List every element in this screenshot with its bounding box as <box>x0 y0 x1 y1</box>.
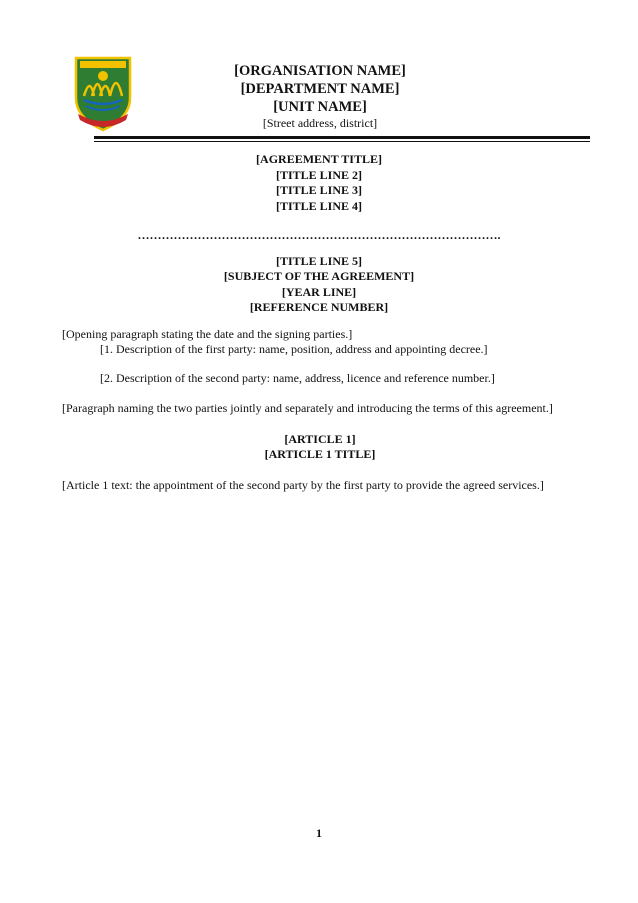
title-line-1: [AGREEMENT TITLE] <box>256 152 382 166</box>
first-party-paragraph: [1. Description of the first party: name, position, address and appointing decree.] <box>100 342 488 357</box>
title-line-6: [SUBJECT OF THE AGREEMENT] <box>223 269 415 283</box>
pasal-1-heading: [ARTICLE 1] <box>284 431 356 446</box>
letterhead-title <box>140 62 500 116</box>
title-line-5: [TITLE LINE 5] <box>275 253 363 268</box>
title-line-4: [TITLE LINE 4] <box>275 198 363 213</box>
letterhead-line-3: [UNIT NAME] <box>273 99 367 115</box>
pasal-1-title: [ARTICLE 1 TITLE] <box>264 447 376 462</box>
letterhead-rule-thick <box>94 136 590 139</box>
intro-paragraph: [Opening paragraph stating the date and the signing parties.] <box>62 327 353 341</box>
second-party-paragraph: [2. Description of the second party: name, address, licence and reference number.] <box>100 371 495 386</box>
page-number: 1 <box>316 826 322 840</box>
title-line-2: [TITLE LINE 2] <box>275 167 363 182</box>
title-line-8: [REFERENCE NUMBER] <box>249 300 389 314</box>
letterhead-line-2: [DEPARTMENT NAME] <box>240 81 400 97</box>
agreement-body <box>62 327 578 493</box>
parties-paragraph: [Paragraph naming the two parties jointly and separately and introducing the terms of this agreement.] <box>62 400 553 415</box>
title-line-7: [YEAR LINE] <box>281 284 357 299</box>
pasal-1-paragraph: [Article 1 text: the appointment of the second party by the first party to provide the agreed services.] <box>62 478 544 493</box>
letterhead-rule-thin <box>94 141 590 142</box>
agreement-title <box>60 152 578 316</box>
letterhead-address: [Street address, district] <box>262 116 378 130</box>
title-dots: ………………………………………………………………………………. <box>137 228 501 242</box>
title-line-3: [TITLE LINE 3] <box>275 183 363 197</box>
letterhead-line-1: [ORGANISATION NAME] <box>234 63 406 79</box>
